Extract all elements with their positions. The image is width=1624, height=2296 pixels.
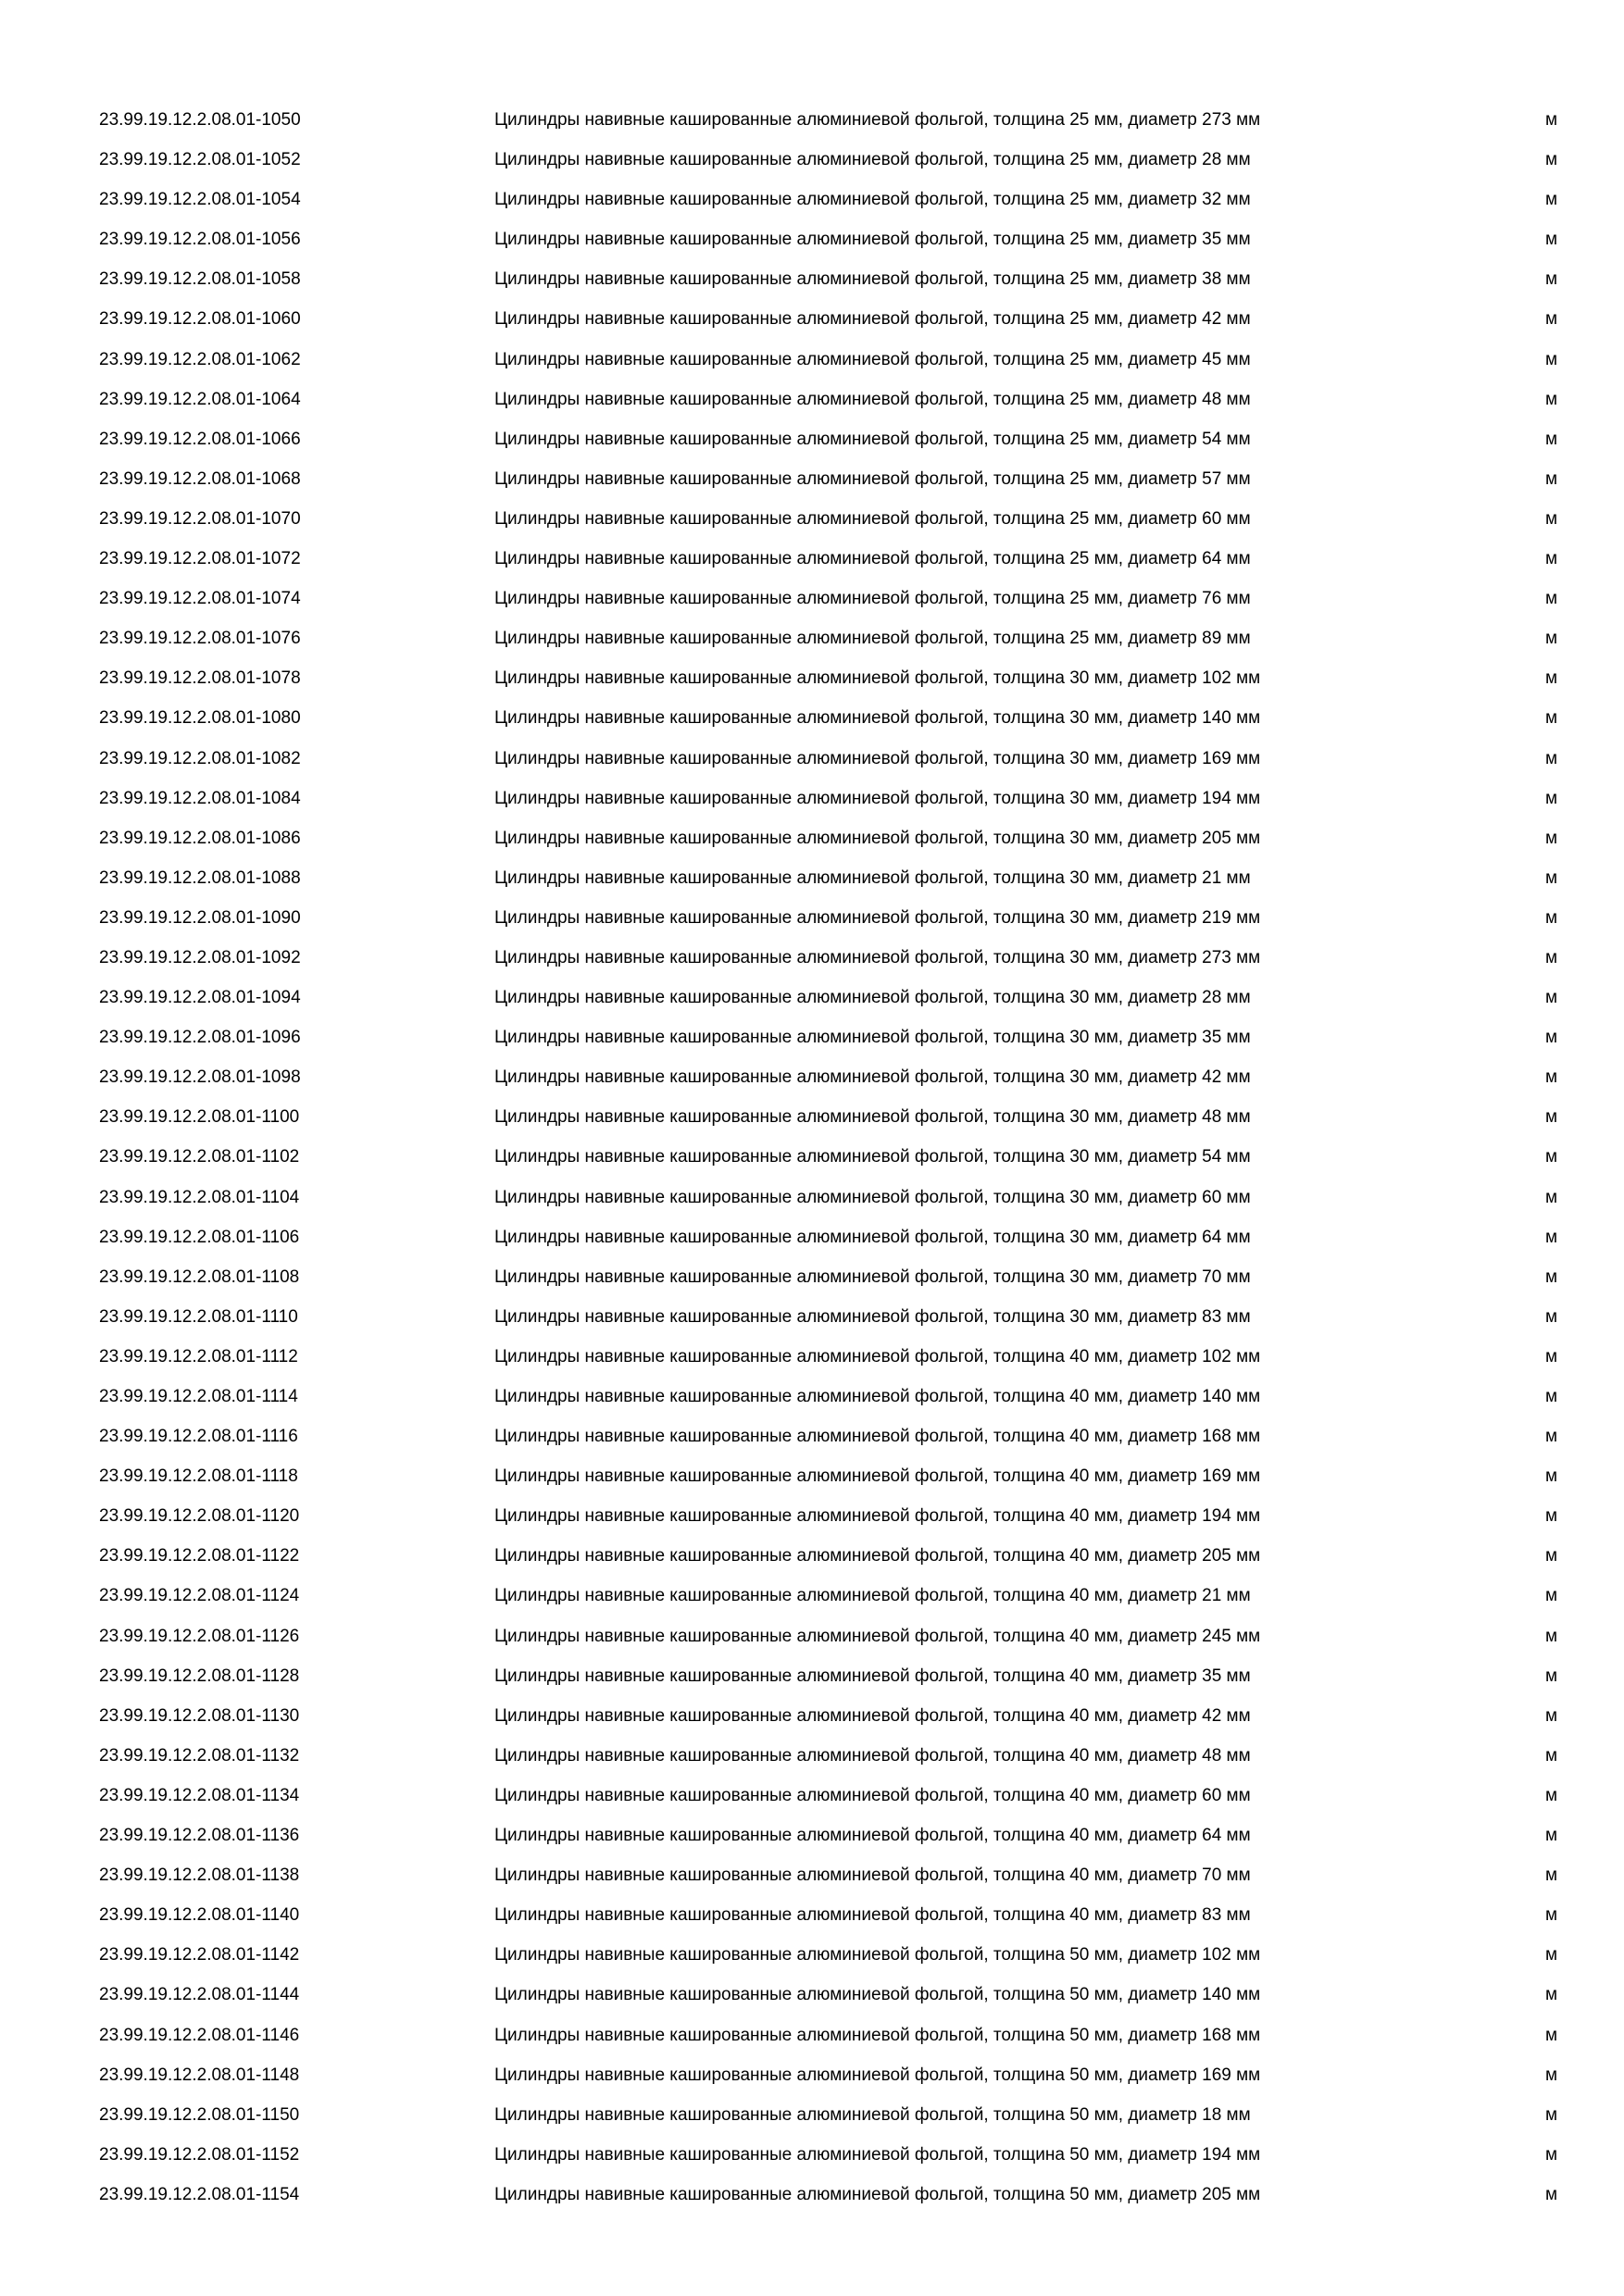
table-row	[0, 227, 1624, 267]
item-unit: м	[1545, 429, 1558, 449]
table-row	[0, 147, 1624, 187]
item-name: Цилиндры навивные кашированные алюминиевой фольгой, толщина 40 мм, диаметр 194 мм	[494, 1506, 1261, 1527]
table-row	[0, 506, 1624, 546]
item-unit: м	[1545, 389, 1558, 409]
item-unit: м	[1545, 1785, 1558, 1805]
item-code: 23.99.19.12.2.08.01-1146	[99, 2025, 300, 2045]
item-code: 23.99.19.12.2.08.01-1108	[99, 1267, 300, 1287]
item-name: Цилиндры навивные кашированные алюминиевой фольгой, толщина 30 мм, диаметр 42 мм	[494, 1067, 1251, 1088]
item-unit: м	[1545, 1826, 1558, 1846]
item-unit: м	[1545, 788, 1558, 808]
table-row	[0, 586, 1624, 626]
item-code: 23.99.19.12.2.08.01-1136	[99, 1826, 300, 1846]
item-unit: м	[1545, 1705, 1558, 1726]
item-code: 23.99.19.12.2.08.01-1100	[99, 1107, 300, 1128]
item-name: Цилиндры навивные кашированные алюминиевой фольгой, толщина 40 мм, диаметр 42 мм	[494, 1705, 1251, 1726]
item-code: 23.99.19.12.2.08.01-1128	[99, 1666, 300, 1686]
item-unit: м	[1545, 468, 1558, 489]
item-code: 23.99.19.12.2.08.01-1122	[99, 1546, 300, 1566]
item-name: Цилиндры навивные кашированные алюминиевой фольгой, толщина 40 мм, диаметр 48 мм	[494, 1745, 1251, 1766]
table-row	[0, 1424, 1624, 1464]
item-code: 23.99.19.12.2.08.01-1050	[99, 110, 301, 130]
item-unit: м	[1545, 947, 1558, 967]
item-code: 23.99.19.12.2.08.01-1154	[99, 2184, 300, 2204]
table-row	[0, 2023, 1624, 2063]
item-unit: м	[1545, 668, 1558, 689]
item-name: Цилиндры навивные кашированные алюминиевой фольгой, толщина 40 мм, диаметр 168 мм	[494, 1427, 1261, 1447]
item-unit: м	[1545, 1586, 1558, 1606]
item-unit: м	[1545, 1267, 1558, 1287]
item-code: 23.99.19.12.2.08.01-1102	[99, 1147, 300, 1167]
item-code: 23.99.19.12.2.08.01-1082	[99, 748, 301, 768]
item-code: 23.99.19.12.2.08.01-1090	[99, 907, 301, 928]
item-unit: м	[1545, 988, 1558, 1008]
item-code: 23.99.19.12.2.08.01-1058	[99, 269, 301, 290]
item-code: 23.99.19.12.2.08.01-1140	[99, 1905, 300, 1926]
item-unit: м	[1545, 1187, 1558, 1207]
item-name: Цилиндры навивные кашированные алюминиевой фольгой, толщина 30 мм, диаметр 140 мм	[494, 708, 1261, 729]
table-row	[0, 1583, 1624, 1623]
table-row	[0, 546, 1624, 586]
table-row	[0, 1185, 1624, 1225]
table-row	[0, 2142, 1624, 2182]
item-name: Цилиндры навивные кашированные алюминиевой фольгой, толщина 50 мм, диаметр 168 мм	[494, 2025, 1261, 2045]
item-code: 23.99.19.12.2.08.01-1126	[99, 1626, 300, 1646]
table-row	[0, 2063, 1624, 2103]
table-row	[0, 866, 1624, 905]
item-name: Цилиндры навивные кашированные алюминиевой фольгой, толщина 25 мм, диаметр 32 мм	[494, 190, 1251, 210]
table-row	[0, 1823, 1624, 1863]
table-row	[0, 746, 1624, 786]
item-name: Цилиндры навивные кашированные алюминиевой фольгой, толщина 50 мм, диаметр 169 мм	[494, 2065, 1261, 2085]
item-code: 23.99.19.12.2.08.01-1130	[99, 1705, 300, 1726]
item-unit: м	[1545, 508, 1558, 529]
table-row	[0, 1344, 1624, 1384]
table-row	[0, 2182, 1624, 2222]
document-table	[0, 107, 1624, 2222]
table-row	[0, 347, 1624, 387]
item-code: 23.99.19.12.2.08.01-1152	[99, 2144, 300, 2165]
item-name: Цилиндры навивные кашированные алюминиевой фольгой, толщина 40 мм, диаметр 205 мм	[494, 1546, 1261, 1566]
table-row	[0, 1504, 1624, 1543]
item-name: Цилиндры навивные кашированные алюминиевой фольгой, толщина 25 мм, диаметр 76 мм	[494, 589, 1251, 609]
table-row	[0, 826, 1624, 866]
table-row	[0, 1664, 1624, 1703]
item-unit: м	[1545, 110, 1558, 130]
item-code: 23.99.19.12.2.08.01-1068	[99, 468, 301, 489]
item-code: 23.99.19.12.2.08.01-1118	[99, 1466, 298, 1487]
table-row	[0, 1703, 1624, 1743]
table-row	[0, 2103, 1624, 2142]
item-code: 23.99.19.12.2.08.01-1132	[99, 1745, 300, 1766]
item-unit: м	[1545, 2144, 1558, 2165]
item-code: 23.99.19.12.2.08.01-1060	[99, 309, 301, 330]
item-name: Цилиндры навивные кашированные алюминиевой фольгой, толщина 30 мм, диаметр 70 мм	[494, 1267, 1251, 1287]
table-row	[0, 1903, 1624, 1942]
item-code: 23.99.19.12.2.08.01-1124	[99, 1586, 300, 1606]
item-name: Цилиндры навивные кашированные алюминиевой фольгой, толщина 50 мм, диаметр 205 мм	[494, 2184, 1261, 2204]
table-row	[0, 1144, 1624, 1184]
item-name: Цилиндры навивные кашированные алюминиевой фольгой, толщина 30 мм, диаметр 48 мм	[494, 1107, 1251, 1128]
item-name: Цилиндры навивные кашированные алюминиевой фольгой, толщина 30 мм, диаметр 54 мм	[494, 1147, 1251, 1167]
item-unit: м	[1545, 1427, 1558, 1447]
item-name: Цилиндры навивные кашированные алюминиевой фольгой, толщина 30 мм, диаметр 64 мм	[494, 1227, 1251, 1247]
item-name: Цилиндры навивные кашированные алюминиевой фольгой, толщина 30 мм, диаметр 60 мм	[494, 1187, 1251, 1207]
item-name: Цилиндры навивные кашированные алюминиевой фольгой, толщина 40 мм, диаметр 64 мм	[494, 1826, 1251, 1846]
item-unit: м	[1545, 2025, 1558, 2045]
item-unit: м	[1545, 150, 1558, 170]
item-code: 23.99.19.12.2.08.01-1078	[99, 668, 301, 689]
table-row	[0, 107, 1624, 147]
item-code: 23.99.19.12.2.08.01-1088	[99, 867, 301, 888]
item-name: Цилиндры навивные кашированные алюминиевой фольгой, толщина 30 мм, диаметр 28 мм	[494, 988, 1251, 1008]
item-unit: м	[1545, 1985, 1558, 2005]
item-code: 23.99.19.12.2.08.01-1134	[99, 1785, 300, 1805]
item-name: Цилиндры навивные кашированные алюминиевой фольгой, толщина 30 мм, диаметр 219 мм	[494, 907, 1261, 928]
table-row	[0, 1104, 1624, 1144]
item-name: Цилиндры навивные кашированные алюминиевой фольгой, толщина 25 мм, диаметр 48 мм	[494, 389, 1251, 409]
item-code: 23.99.19.12.2.08.01-1116	[99, 1427, 298, 1447]
item-code: 23.99.19.12.2.08.01-1054	[99, 190, 301, 210]
item-unit: м	[1545, 1306, 1558, 1327]
item-code: 23.99.19.12.2.08.01-1052	[99, 150, 301, 170]
table-row	[0, 1982, 1624, 2022]
item-unit: м	[1545, 309, 1558, 330]
table-row	[0, 786, 1624, 826]
item-code: 23.99.19.12.2.08.01-1114	[99, 1387, 298, 1406]
table-row	[0, 1304, 1624, 1344]
item-unit: м	[1545, 1666, 1558, 1686]
table-row	[0, 1225, 1624, 1265]
item-unit: м	[1545, 230, 1558, 250]
item-name: Цилиндры навивные кашированные алюминиевой фольгой, толщина 40 мм, диаметр 140 мм	[494, 1387, 1261, 1406]
item-code: 23.99.19.12.2.08.01-1098	[99, 1067, 301, 1088]
item-name: Цилиндры навивные кашированные алюминиевой фольгой, толщина 40 мм, диаметр 83 мм	[494, 1905, 1251, 1926]
item-code: 23.99.19.12.2.08.01-1076	[99, 629, 301, 649]
table-row	[0, 306, 1624, 346]
item-name: Цилиндры навивные кашированные алюминиевой фольгой, толщина 30 мм, диаметр 102 мм	[494, 668, 1261, 689]
item-code: 23.99.19.12.2.08.01-1070	[99, 508, 301, 529]
item-code: 23.99.19.12.2.08.01-1104	[99, 1187, 300, 1207]
table-row	[0, 1863, 1624, 1903]
item-unit: м	[1545, 549, 1558, 569]
item-code: 23.99.19.12.2.08.01-1094	[99, 988, 301, 1008]
item-name: Цилиндры навивные кашированные алюминиевой фольгой, толщина 50 мм, диаметр 18 мм	[494, 2104, 1251, 2125]
item-code: 23.99.19.12.2.08.01-1112	[99, 1346, 298, 1366]
item-code: 23.99.19.12.2.08.01-1064	[99, 389, 301, 409]
item-unit: м	[1545, 1866, 1558, 1886]
item-unit: м	[1545, 1067, 1558, 1088]
item-unit: м	[1545, 1626, 1558, 1646]
item-name: Цилиндры навивные кашированные алюминиевой фольгой, толщина 40 мм, диаметр 21 мм	[494, 1586, 1251, 1606]
table-row	[0, 427, 1624, 467]
item-name: Цилиндры навивные кашированные алюминиевой фольгой, толщина 40 мм, диаметр 245 мм	[494, 1626, 1261, 1646]
item-name: Цилиндры навивные кашированные алюминиевой фольгой, толщина 25 мм, диаметр 273 мм	[494, 110, 1261, 130]
item-unit: м	[1545, 1905, 1558, 1926]
item-unit: м	[1545, 1346, 1558, 1366]
item-unit: м	[1545, 1466, 1558, 1487]
item-code: 23.99.19.12.2.08.01-1142	[99, 1945, 300, 1965]
item-name: Цилиндры навивные кашированные алюминиевой фольгой, толщина 25 мм, диаметр 45 мм	[494, 349, 1251, 369]
item-code: 23.99.19.12.2.08.01-1084	[99, 788, 301, 808]
item-name: Цилиндры навивные кашированные алюминиевой фольгой, толщина 25 мм, диаметр 89 мм	[494, 629, 1251, 649]
table-row	[0, 985, 1624, 1025]
item-code: 23.99.19.12.2.08.01-1138	[99, 1866, 300, 1886]
item-code: 23.99.19.12.2.08.01-1092	[99, 947, 301, 967]
item-unit: м	[1545, 2184, 1558, 2204]
item-name: Цилиндры навивные кашированные алюминиевой фольгой, толщина 30 мм, диаметр 35 мм	[494, 1028, 1251, 1048]
item-name: Цилиндры навивные кашированные алюминиевой фольгой, толщина 25 мм, диаметр 64 мм	[494, 549, 1251, 569]
item-code: 23.99.19.12.2.08.01-1074	[99, 589, 301, 609]
item-unit: м	[1545, 867, 1558, 888]
item-code: 23.99.19.12.2.08.01-1066	[99, 429, 301, 449]
item-unit: м	[1545, 907, 1558, 928]
item-code: 23.99.19.12.2.08.01-1072	[99, 549, 301, 569]
item-name: Цилиндры навивные кашированные алюминиевой фольгой, толщина 25 мм, диаметр 28 мм	[494, 150, 1251, 170]
item-name: Цилиндры навивные кашированные алюминиевой фольгой, толщина 50 мм, диаметр 194 мм	[494, 2144, 1261, 2165]
item-code: 23.99.19.12.2.08.01-1120	[99, 1506, 300, 1527]
item-code: 23.99.19.12.2.08.01-1062	[99, 349, 301, 369]
item-code: 23.99.19.12.2.08.01-1086	[99, 828, 301, 848]
table-row	[0, 626, 1624, 666]
item-unit: м	[1545, 2104, 1558, 2125]
item-unit: м	[1545, 269, 1558, 290]
item-unit: м	[1545, 1945, 1558, 1965]
item-name: Цилиндры навивные кашированные алюминиевой фольгой, толщина 25 мм, диаметр 42 мм	[494, 309, 1251, 330]
item-code: 23.99.19.12.2.08.01-1144	[99, 1985, 300, 2005]
item-name: Цилиндры навивные кашированные алюминиевой фольгой, толщина 25 мм, диаметр 38 мм	[494, 269, 1251, 290]
table-row	[0, 1624, 1624, 1664]
item-name: Цилиндры навивные кашированные алюминиевой фольгой, толщина 25 мм, диаметр 54 мм	[494, 429, 1251, 449]
item-name: Цилиндры навивные кашированные алюминиевой фольгой, толщина 25 мм, диаметр 35 мм	[494, 230, 1251, 250]
item-name: Цилиндры навивные кашированные алюминиевой фольгой, толщина 30 мм, диаметр 21 мм	[494, 867, 1251, 888]
table-row	[0, 666, 1624, 705]
table-row	[0, 705, 1624, 745]
table-row	[0, 1384, 1624, 1424]
table-row	[0, 187, 1624, 227]
item-unit: м	[1545, 708, 1558, 729]
table-row	[0, 1025, 1624, 1065]
item-unit: м	[1545, 1387, 1558, 1406]
table-row	[0, 1783, 1624, 1823]
item-name: Цилиндры навивные кашированные алюминиевой фольгой, толщина 40 мм, диаметр 70 мм	[494, 1866, 1251, 1886]
item-code: 23.99.19.12.2.08.01-1080	[99, 708, 301, 729]
item-name: Цилиндры навивные кашированные алюминиевой фольгой, толщина 30 мм, диаметр 169 мм	[494, 748, 1261, 768]
item-name: Цилиндры навивные кашированные алюминиевой фольгой, толщина 25 мм, диаметр 57 мм	[494, 468, 1251, 489]
item-name: Цилиндры навивные кашированные алюминиевой фольгой, толщина 30 мм, диаметр 205 мм	[494, 828, 1261, 848]
item-unit: м	[1545, 589, 1558, 609]
item-name: Цилиндры навивные кашированные алюминиевой фольгой, толщина 40 мм, диаметр 102 мм	[494, 1346, 1261, 1366]
item-unit: м	[1545, 1028, 1558, 1048]
table-row	[0, 1743, 1624, 1783]
item-unit: м	[1545, 828, 1558, 848]
table-row	[0, 1065, 1624, 1104]
item-unit: м	[1545, 629, 1558, 649]
item-code: 23.99.19.12.2.08.01-1106	[99, 1227, 300, 1247]
item-unit: м	[1545, 748, 1558, 768]
item-unit: м	[1545, 190, 1558, 210]
table-row	[0, 387, 1624, 427]
item-unit: м	[1545, 1147, 1558, 1167]
item-code: 23.99.19.12.2.08.01-1056	[99, 230, 301, 250]
table-row	[0, 1543, 1624, 1583]
item-name: Цилиндры навивные кашированные алюминиевой фольгой, толщина 40 мм, диаметр 60 мм	[494, 1785, 1251, 1805]
table-row	[0, 267, 1624, 306]
item-unit: м	[1545, 1227, 1558, 1247]
item-unit: м	[1545, 1745, 1558, 1766]
item-unit: м	[1545, 349, 1558, 369]
table-row	[0, 1942, 1624, 1982]
item-name: Цилиндры навивные кашированные алюминиевой фольгой, толщина 40 мм, диаметр 169 мм	[494, 1466, 1261, 1487]
item-name: Цилиндры навивные кашированные алюминиевой фольгой, толщина 40 мм, диаметр 35 мм	[494, 1666, 1251, 1686]
item-name: Цилиндры навивные кашированные алюминиевой фольгой, толщина 50 мм, диаметр 140 мм	[494, 1985, 1261, 2005]
item-code: 23.99.19.12.2.08.01-1096	[99, 1028, 301, 1048]
item-name: Цилиндры навивные кашированные алюминиевой фольгой, толщина 25 мм, диаметр 60 мм	[494, 508, 1251, 529]
item-code: 23.99.19.12.2.08.01-1148	[99, 2065, 300, 2085]
table-row	[0, 1265, 1624, 1304]
item-name: Цилиндры навивные кашированные алюминиевой фольгой, толщина 50 мм, диаметр 102 мм	[494, 1945, 1261, 1965]
item-unit: м	[1545, 2065, 1558, 2085]
item-name: Цилиндры навивные кашированные алюминиевой фольгой, толщина 30 мм, диаметр 194 мм	[494, 788, 1261, 808]
table-row	[0, 1464, 1624, 1504]
item-unit: м	[1545, 1546, 1558, 1566]
item-code: 23.99.19.12.2.08.01-1110	[99, 1306, 298, 1327]
item-unit: м	[1545, 1506, 1558, 1527]
table-row	[0, 945, 1624, 985]
item-code: 23.99.19.12.2.08.01-1150	[99, 2104, 300, 2125]
item-name: Цилиндры навивные кашированные алюминиевой фольгой, толщина 30 мм, диаметр 83 мм	[494, 1306, 1251, 1327]
item-name: Цилиндры навивные кашированные алюминиевой фольгой, толщина 30 мм, диаметр 273 мм	[494, 947, 1261, 967]
table-row	[0, 905, 1624, 945]
table-row	[0, 467, 1624, 506]
item-unit: м	[1545, 1107, 1558, 1128]
